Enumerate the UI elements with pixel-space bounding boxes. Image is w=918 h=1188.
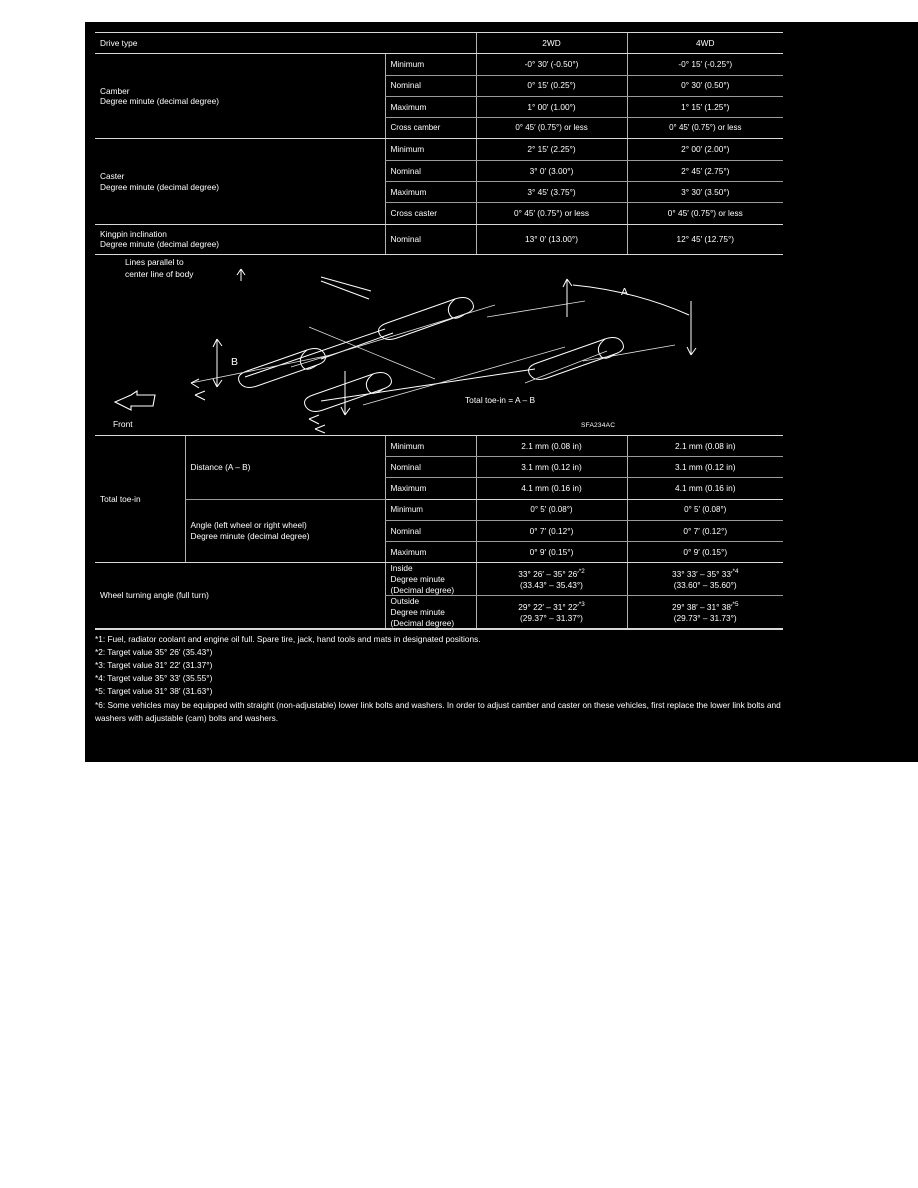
value-2wd: 3° 45′ (3.75°)	[476, 182, 627, 203]
value-2wd	[476, 596, 627, 629]
header-4wd: 4WD	[627, 33, 783, 54]
header-2wd: 2WD	[476, 33, 627, 54]
dimension-a	[563, 279, 696, 355]
value-2wd-line1	[482, 601, 622, 612]
measure-label: Cross caster	[385, 203, 476, 224]
footnote-ref: *3	[578, 601, 585, 609]
value-2wd: 2.1 mm (0.08 in)	[476, 435, 627, 456]
value-2wd: 2° 15′ (2.25°)	[476, 139, 627, 160]
value-4wd: 0° 45′ (0.75°) or less	[627, 203, 783, 224]
section-label-turning-angle: Wheel turning angle (full turn)	[95, 563, 385, 629]
figure-label-b: B	[231, 355, 239, 368]
table-row	[95, 139, 783, 160]
value-2wd-line2: (29.37° – 31.37°)	[520, 612, 583, 623]
footnotes	[95, 629, 783, 725]
value-4wd: 3° 30′ (3.50°)	[627, 182, 783, 203]
value-4wd: 2° 00′ (2.00°)	[627, 139, 783, 160]
section-label-line2: Degree minute (decimal degree)	[100, 181, 219, 192]
wheel-alignment-table-upper	[95, 32, 783, 255]
measure-label: Cross camber	[385, 118, 476, 139]
value-2wd: 4.1 mm (0.16 in)	[476, 478, 627, 499]
turning-label-line2: Degree minute (Decimal degree)	[390, 574, 455, 595]
measure-label: Maximum	[385, 96, 476, 117]
footnote-ref: *5	[732, 601, 739, 609]
footnote-3: *3: Target value 31° 22′ (31.37°)	[95, 660, 213, 671]
header-drive-type: Drive type	[95, 33, 476, 54]
figure-formula: Total toe-in = A – B	[465, 394, 536, 405]
footnote-ref: *2	[578, 568, 585, 576]
value-2wd: -0° 30′ (-0.50°)	[476, 54, 627, 75]
figure-label-parallel-line2: center line of body	[125, 268, 194, 279]
section-label-camber	[95, 54, 385, 139]
value-4wd	[627, 596, 783, 629]
table-row	[95, 224, 783, 254]
section-label-line1: Kingpin inclination	[100, 228, 167, 239]
alignment-spec-document	[95, 32, 783, 725]
measure-label: Maximum	[385, 542, 476, 563]
wheel-front-right	[529, 337, 624, 379]
footnote-4: *4: Target value 35° 33′ (35.55°)	[95, 673, 213, 684]
turning-label-outside	[385, 596, 476, 629]
table-header-row	[95, 33, 783, 54]
value-2wd-line1	[482, 568, 622, 579]
measure-label: Minimum	[385, 435, 476, 456]
table-row	[95, 54, 783, 75]
figure-code: SFA234AC	[581, 421, 616, 429]
value-4wd-range: 33° 33′ – 35° 33′	[672, 569, 733, 580]
turning-label-line1: Inside	[390, 563, 413, 574]
value-2wd: 1° 00′ (1.00°)	[476, 96, 627, 117]
measure-label: Nominal	[385, 75, 476, 96]
value-4wd-line2: (33.60° – 35.60°)	[673, 579, 737, 590]
measure-label: Nominal	[385, 456, 476, 477]
value-4wd: 0° 30′ (0.50°)	[627, 75, 783, 96]
footnote-2: *2: Target value 35° 26′ (35.43°)	[95, 647, 213, 658]
measure-label: Maximum	[385, 182, 476, 203]
footnote-6: *6: Some vehicles may be equipped with straight (non-adjustable) lower link bolts and washers. In order to adjust camber and caster on these vehicles, first replace the lower link bolts and washers with adjustable (cam) bolts and washers.	[95, 699, 781, 723]
value-2wd: 0° 9′ (0.15°)	[476, 542, 627, 563]
measure-label: Minimum	[385, 139, 476, 160]
value-2wd: 0° 7′ (0.12°)	[476, 520, 627, 541]
value-4wd: 0° 7′ (0.12°)	[627, 520, 783, 541]
section-label-line2: Degree minute (decimal degree)	[100, 96, 219, 107]
toe-in-diagram-svg	[95, 255, 783, 435]
value-4wd	[627, 563, 783, 596]
section-label-kingpin	[95, 224, 385, 254]
value-4wd: 12° 45′ (12.75°)	[627, 224, 783, 254]
figure-label-parallel-line1: Lines parallel to	[125, 256, 184, 267]
value-2wd-line2: (33.43° – 35.43°)	[520, 579, 583, 590]
group-label-line1: Distance (A – B)	[190, 461, 251, 472]
section-label-line1: Caster	[100, 170, 125, 181]
section-label-line1: Camber	[100, 85, 130, 96]
measure-label: Nominal	[385, 224, 476, 254]
value-2wd: 13° 0′ (13.00°)	[476, 224, 627, 254]
measure-label: Nominal	[385, 160, 476, 181]
toe-in-diagram	[95, 255, 783, 435]
value-2wd: 3.1 mm (0.12 in)	[476, 456, 627, 477]
measure-label: Minimum	[385, 54, 476, 75]
group-label-angle	[185, 499, 385, 563]
value-4wd: 3.1 mm (0.12 in)	[627, 456, 783, 477]
footnote-1: *1: Fuel, radiator coolant and engine oil full. Spare tire, jack, hand tools and mats in designated positions.	[95, 634, 481, 645]
value-2wd: 0° 5′ (0.08°)	[476, 499, 627, 520]
section-label-total-toe-in: Total toe-in	[95, 435, 185, 563]
figure-label-a: A	[621, 285, 629, 298]
turning-label-inside	[385, 563, 476, 596]
value-2wd: 0° 45′ (0.75°) or less	[476, 118, 627, 139]
value-4wd-line1	[633, 601, 779, 612]
value-2wd: 3° 0′ (3.00°)	[476, 160, 627, 181]
measure-label: Minimum	[385, 499, 476, 520]
value-4wd: 0° 9′ (0.15°)	[627, 542, 783, 563]
section-label-line2: Degree minute (decimal degree)	[100, 239, 219, 250]
table-row	[95, 563, 783, 596]
group-label-distance	[185, 435, 385, 499]
value-2wd: 0° 15′ (0.25°)	[476, 75, 627, 96]
value-4wd: 2.1 mm (0.08 in)	[627, 435, 783, 456]
turning-label-line1: Outside	[390, 596, 420, 607]
value-2wd: 0° 45′ (0.75°) or less	[476, 203, 627, 224]
value-2wd-range: 29° 22′ – 31° 22′	[518, 601, 579, 612]
wheel-alignment-table-lower	[95, 435, 783, 629]
group-label-line1: Angle (left wheel or right wheel)	[190, 520, 307, 531]
value-2wd-range: 33° 26′ – 35° 26′	[518, 569, 579, 580]
measure-label: Maximum	[385, 478, 476, 499]
footnote-ref: *4	[732, 568, 739, 576]
value-4wd: 0° 5′ (0.08°)	[627, 499, 783, 520]
footnote-5: *5: Target value 31° 38′ (31.63°)	[95, 686, 213, 697]
value-4wd-line2: (29.73° – 31.73°)	[673, 612, 737, 623]
value-4wd-range: 29° 38′ – 31° 38′	[672, 601, 733, 612]
value-4wd: 0° 45′ (0.75°) or less	[627, 118, 783, 139]
table-row	[95, 499, 783, 520]
front-arrow-icon	[115, 391, 155, 410]
measure-label: Nominal	[385, 520, 476, 541]
value-4wd: -0° 15′ (-0.25°)	[627, 54, 783, 75]
value-4wd: 2° 45′ (2.75°)	[627, 160, 783, 181]
turning-label-line2: Degree minute (Decimal degree)	[390, 606, 455, 628]
value-4wd-line1	[633, 568, 779, 579]
section-label-caster	[95, 139, 385, 224]
value-2wd	[476, 563, 627, 596]
figure-front-label: Front	[113, 418, 133, 429]
value-4wd: 4.1 mm (0.16 in)	[627, 478, 783, 499]
value-4wd: 1° 15′ (1.25°)	[627, 96, 783, 117]
table-row	[95, 435, 783, 456]
group-label-line2: Degree minute (decimal degree)	[190, 531, 310, 541]
